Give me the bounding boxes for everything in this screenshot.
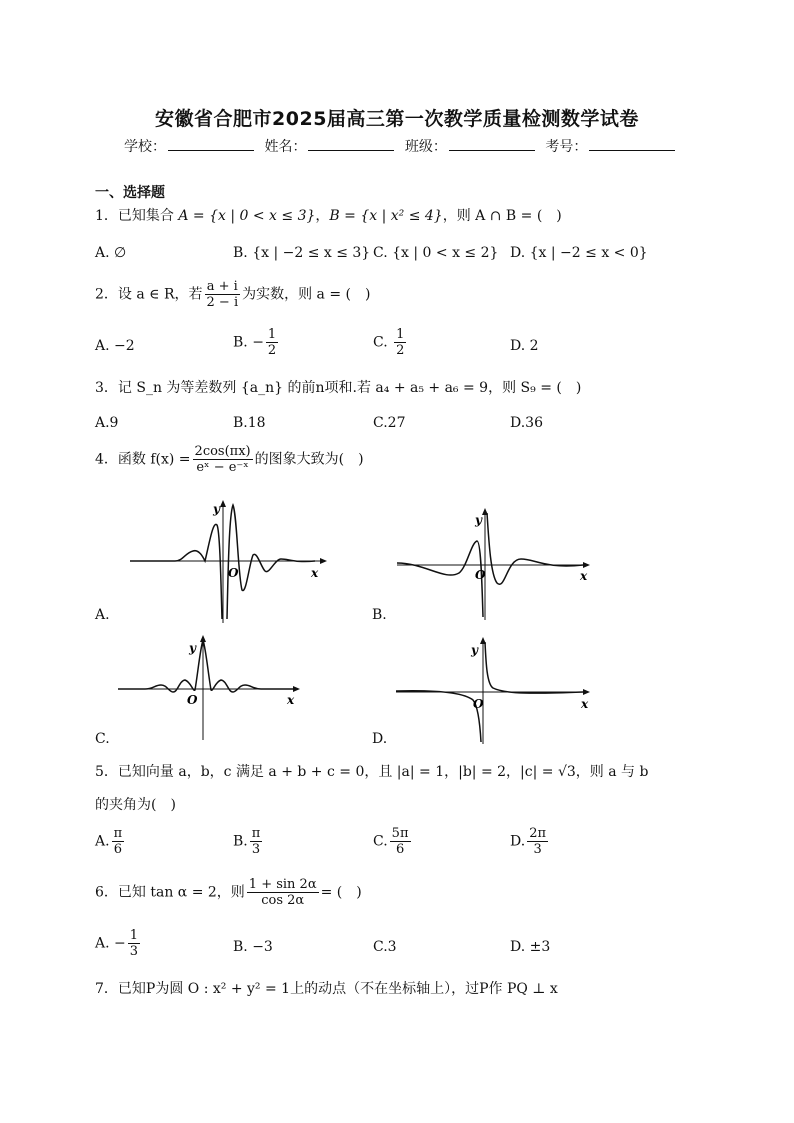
- graph-c-y-label: y: [189, 641, 196, 655]
- q5-optb-prefix: B.: [233, 833, 248, 850]
- graph-c-x-label: x: [287, 693, 295, 707]
- question-5-line2: 的夹角为( ): [95, 797, 176, 813]
- q5-optb-num: π: [251, 826, 261, 841]
- graph-c-origin: O: [187, 693, 198, 707]
- graph-d-x-label: x: [581, 697, 589, 711]
- q5-optc-prefix: C.: [373, 833, 388, 850]
- q1-set-a: A = {x | 0 < x ≤ 3}: [178, 208, 316, 224]
- q2-optc-den: 2: [396, 343, 405, 358]
- q3-option-d: D.36: [510, 415, 543, 431]
- q3-option-a: A.9: [95, 415, 119, 431]
- q2-num: a + i: [205, 279, 241, 295]
- class-label: 班级：: [404, 139, 447, 155]
- name-label: 姓名：: [264, 139, 307, 155]
- school-label: 学校：: [124, 139, 166, 155]
- graph-b-origin: O: [475, 568, 486, 582]
- q1-option-c: C. {x | 0 < x ≤ 2}: [373, 245, 499, 261]
- question-5: 5．已知向量 a，b，c 满足 a + b + c = 0，且 |a| = 1，|b| = 2，|c| = √3，则 a 与 b: [95, 764, 649, 780]
- graph-c-x-arrow-icon: [293, 686, 300, 692]
- question-4: [95, 444, 364, 475]
- q6-den: cos 2α: [261, 893, 305, 908]
- graph-a-y-label: y: [213, 502, 220, 516]
- graph-d-label: D.: [372, 731, 388, 747]
- q5-optd-den: 3: [533, 842, 542, 857]
- q1-set-b: B = {x | x² ≤ 4}: [329, 208, 443, 224]
- graph-c-curve: [118, 640, 293, 692]
- q5-opta-den: 6: [113, 842, 122, 857]
- q2-den: 2 − i: [206, 295, 239, 310]
- q2-ask: 为实数，则 a = ( ): [242, 286, 371, 303]
- q6-option-a: [95, 928, 142, 959]
- q2-option-a: A. −2: [95, 338, 135, 354]
- class-blank[interactable]: [449, 138, 535, 151]
- q5-opta-num: π: [113, 826, 123, 841]
- q2-optb-prefix: B. −: [233, 334, 264, 351]
- q6-opta-frac: [128, 928, 140, 959]
- q4-fraction: [193, 444, 253, 475]
- graph-d-x-arrow-icon: [583, 689, 590, 695]
- q2-optb-num: 1: [267, 327, 277, 342]
- q2-text: 2．设 a ∈ R，若: [95, 286, 203, 303]
- graph-a-x-label: x: [311, 566, 319, 580]
- q2-optc-frac: [394, 327, 406, 358]
- q5-option-b: [233, 826, 264, 857]
- q6-opta-den: 3: [129, 944, 139, 959]
- q2-optb-frac: [266, 327, 278, 358]
- q5-optd-frac: [527, 826, 548, 857]
- q5-optb-den: 3: [251, 842, 261, 857]
- q5-optb-frac: [250, 826, 263, 857]
- graph-c[interactable]: [115, 632, 315, 742]
- q1-option-a: A. ∅: [95, 245, 127, 261]
- graph-d[interactable]: [393, 634, 598, 746]
- q6-fraction: [247, 877, 319, 908]
- graph-b-x-arrow-icon: [583, 562, 590, 568]
- q4-num: 2cos(πx): [194, 444, 251, 459]
- student-info-line: [124, 136, 681, 156]
- q6-option-c: C.3: [373, 939, 397, 955]
- q6-num: 1 + sin 2α: [248, 877, 317, 892]
- q5-optc-den: 6: [395, 842, 405, 857]
- q5-optc-frac: [390, 826, 411, 857]
- q6-option-b: B. −3: [233, 939, 273, 955]
- q1-option-d: D. {x | −2 ≤ x < 0}: [510, 245, 648, 261]
- question-1: [95, 206, 562, 226]
- q2-fraction: [205, 279, 241, 310]
- number-blank[interactable]: [589, 138, 675, 151]
- q6-ask: = ( ): [320, 884, 362, 901]
- graph-a-label: A.: [95, 607, 110, 623]
- q6-opta-num: 1: [129, 928, 139, 943]
- q1-sep: ，: [315, 208, 330, 224]
- q2-option-d: D. 2: [510, 338, 539, 354]
- q3-option-b: B.18: [233, 415, 266, 431]
- question-6: [95, 877, 362, 908]
- q2-optb-den: 2: [267, 343, 277, 358]
- q6-text: 6．已知 tan α = 2，则: [95, 884, 245, 901]
- q5-option-c: [373, 826, 413, 857]
- q5-optd-num: 2π: [529, 826, 547, 841]
- school-blank[interactable]: [168, 138, 254, 151]
- graph-b-x-label: x: [580, 569, 588, 583]
- q1-text: 1．已知集合: [95, 208, 179, 224]
- graph-c-label: C.: [95, 731, 110, 747]
- graph-b[interactable]: [395, 505, 595, 625]
- q5-optc-num: 5π: [391, 826, 409, 841]
- graph-d-y-label: y: [471, 643, 478, 657]
- graph-b-y-label: y: [475, 513, 482, 527]
- graph-a[interactable]: [125, 495, 335, 625]
- q2-option-c: [373, 327, 408, 358]
- q5-opta-frac: [112, 826, 125, 857]
- question-3: 3．记 S_n 为等差数列 {a_n} 的前n项和.若 a₄ + a₅ + a₆ = 9，则 S₉ = ( ): [95, 380, 582, 396]
- q5-option-d: [510, 826, 550, 857]
- q5-opta-prefix: A.: [95, 833, 110, 850]
- q4-den: eˣ − e⁻ˣ: [196, 460, 249, 475]
- graph-b-label: B.: [372, 607, 387, 623]
- q2-option-b: [233, 327, 280, 358]
- q2-optc-num: 1: [396, 327, 405, 342]
- q5-option-a: [95, 826, 126, 857]
- q4-text: 4．函数 f(x) =: [95, 451, 191, 468]
- question-7: 7．已知P为圆 O : x² + y² = 1上的动点（不在坐标轴上），过P作 PQ ⊥ x: [95, 981, 558, 997]
- graph-a-origin: O: [228, 566, 239, 580]
- q4-ask: 的图象大致为( ): [254, 451, 364, 468]
- q6-opta-prefix: A. −: [95, 935, 126, 952]
- graph-a-y-arrow-icon: [220, 500, 226, 507]
- name-blank[interactable]: [308, 138, 394, 151]
- graph-d-origin: O: [473, 697, 484, 711]
- graph-a-x-arrow-icon: [320, 558, 327, 564]
- q1-ask: ，则 A ∩ B = ( ): [442, 208, 562, 224]
- q2-optc-prefix: C.: [373, 334, 393, 351]
- q3-option-c: C.27: [373, 415, 406, 431]
- exam-title: 安徽省合肥市2025届高三第一次教学质量检测数学试卷: [155, 108, 639, 130]
- number-label: 考号：: [545, 139, 588, 155]
- q5-optd-prefix: D.: [510, 833, 526, 850]
- q6-option-d: D. ±3: [510, 939, 551, 955]
- question-2: [95, 279, 370, 310]
- section-heading: 一、选择题: [95, 185, 165, 201]
- q1-option-b: B. {x | −2 ≤ x ≤ 3}: [233, 245, 371, 261]
